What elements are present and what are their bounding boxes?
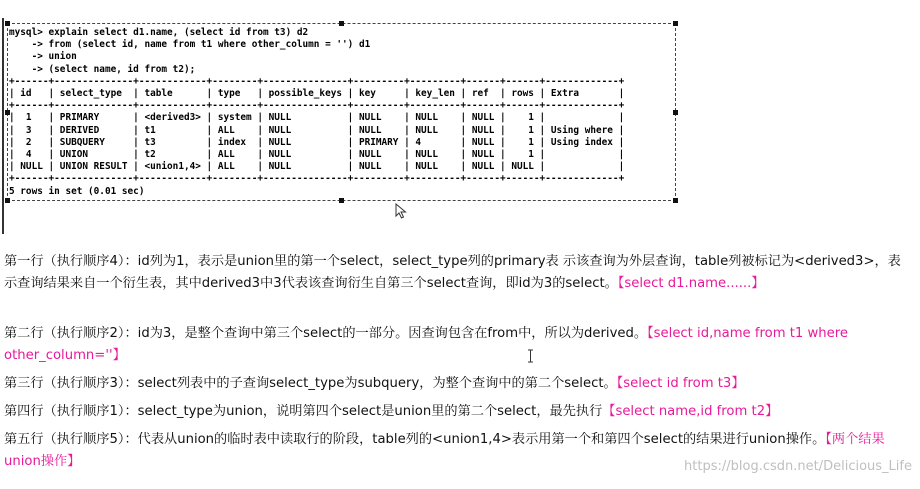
console-line: -> (select name, id from t2); <box>9 63 196 75</box>
explanation-text: 第二行（执行顺序2）：id为3，是整个查询中第三个select的一部分。因查询包含在from中，所以为derived。 <box>4 326 648 341</box>
explanation-paragraph-2 <box>4 323 914 367</box>
mouse-pointer-icon <box>395 203 407 219</box>
watermark-url: https://blog.csdn.net/Delicious_Life <box>684 459 912 474</box>
mysql-console-output <box>9 27 624 198</box>
rows-in-set-status: 5 rows in set (0.01 sec) <box>9 185 145 197</box>
explanation-paragraph-1 <box>4 251 914 295</box>
table-border: +------+--------------+------------+--------+---------------+---------+---------+------+------+-------------+ <box>9 75 625 87</box>
explanation-highlight: 【select d1.name......】 <box>617 276 765 291</box>
table-row: | NULL | UNION RESULT | <union1,4> | ALL | NULL | NULL | NULL | NULL | NULL | | <box>9 161 625 173</box>
explanation-paragraph-4 <box>4 401 914 423</box>
explanation-highlight: 【select name,id from t2】 <box>602 404 779 419</box>
table-row: | 3 | DERIVED | t1 | ALL | NULL | NULL | NULL | NULL | 1 | Using where | <box>9 124 625 136</box>
resize-handle-bottom-center[interactable] <box>339 198 344 203</box>
resize-handle-top-left[interactable] <box>5 21 10 26</box>
explanation-text: 第一行（执行顺序4）：id列为1，表示是union里的第一个select，select_type列的primary表 示该查询为外层查询，table列被标记为<derived3>，表示查询结果来自一个衍生表，其中derived3中3代表该查询衍生自第三个select查询，即id为3的select。 <box>4 254 901 291</box>
explanation-text: 第五行（执行顺序5）：代表从union的临时表中读取行的阶段，table列的<union1,4>表示用第一个和第四个select的结果进行union操作。 <box>4 432 826 447</box>
resize-handle-bottom-left[interactable] <box>5 198 10 203</box>
left-border-bar <box>2 18 4 234</box>
explanation-text: 第四行（执行顺序1）：select_type为union，说明第四个select是union里的第二个select，最先执行 <box>4 404 603 419</box>
console-line: -> from (select id, name from t1 where other_column = '') d1 <box>9 39 371 51</box>
table-header-row: | id | select_type | table | type | possible_keys | key | key_len | ref | rows | Extra | <box>9 88 625 100</box>
explanation-text: 第三行（执行顺序3）：select列表中的子查询select_type为subquery，为整个查询中的第二个select。 <box>4 376 617 391</box>
table-row: | 1 | PRIMARY | <derived3> | system | NULL | NULL | NULL | NULL | 1 | | <box>9 112 625 124</box>
explanation-highlight: 【select id,name from t1 where other_column=''】 <box>4 326 848 363</box>
console-line: mysql> explain select d1.name, (select id from t3) d2 <box>9 27 309 38</box>
explanation-highlight: 【两个结果union操作】 <box>4 432 885 469</box>
table-row: | 4 | UNION | t2 | ALL | NULL | NULL | NULL | NULL | 1 | | <box>9 149 625 161</box>
console-line: -> union <box>9 51 77 63</box>
resize-handle-bottom-right[interactable] <box>673 198 678 203</box>
explanation-paragraph-3 <box>4 373 914 395</box>
table-border: +------+--------------+------------+--------+---------------+---------+---------+------+------+-------------+ <box>9 173 625 185</box>
resize-handle-top-right[interactable] <box>673 21 678 26</box>
table-row: | 2 | SUBQUERY | t3 | index | NULL | PRIMARY | 4 | NULL | 1 | Using index | <box>9 136 625 148</box>
resize-handle-middle-right[interactable] <box>673 110 678 115</box>
resize-handle-top-center[interactable] <box>339 21 344 26</box>
explanation-highlight: 【select id from t3】 <box>616 376 745 391</box>
table-border: +------+--------------+------------+--------+---------------+---------+---------+------+------+-------------+ <box>9 100 625 112</box>
